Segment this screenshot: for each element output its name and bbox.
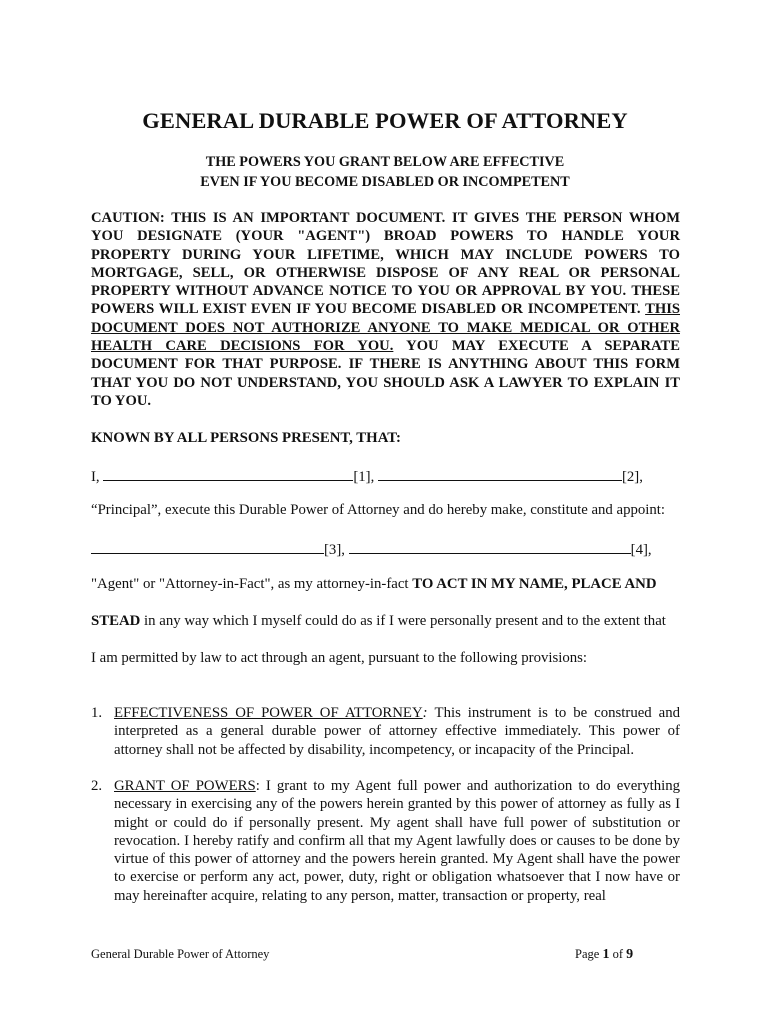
stead-line <box>91 613 666 630</box>
caution-text-2: YOU MAY EXECUTE A SEPARATE DOCUMENT FOR THAT PURPOSE. IF THERE IS ANYTHING ABOUT THIS FORM THAT YOU DO NOT UNDERSTAND, YOU SHOULD ASK A LAWYER TO EXPLAIN IT TO YOU. <box>91 338 680 409</box>
item-heading: GRANT OF POWERS <box>114 778 256 794</box>
marker-1: [1], <box>353 469 378 485</box>
footer-document-name: General Durable Power of Attorney <box>91 947 270 961</box>
agent-line-bold: TO ACT IN MY NAME, PLACE AND <box>412 576 657 592</box>
subtitle-line-2: EVEN IF YOU BECOME DISABLED OR INCOMPETENT <box>200 174 570 190</box>
caution-underlined-text: THIS DOCUMENT DOES NOT AUTHORIZE ANYONE TO MAKE MEDICAL OR OTHER HEALTH CARE DECISIONS FOR YOU. <box>91 301 680 355</box>
item-number: 2. <box>91 778 103 794</box>
provision-item-2 <box>91 777 680 905</box>
agent-name-blank[interactable] <box>91 539 324 554</box>
marker-3: [3], <box>324 542 349 558</box>
item-separator: : <box>255 778 266 794</box>
caution-paragraph <box>91 209 680 410</box>
footer-of: of <box>609 947 627 961</box>
marker-2: [2], <box>621 469 643 485</box>
item-heading: EFFECTIVENESS OF POWER OF ATTORNEY <box>114 705 423 721</box>
principal-name-blank[interactable] <box>103 466 353 481</box>
provision-item-1 <box>91 704 680 759</box>
subtitle-line-1: THE POWERS YOU GRANT BELOW ARE EFFECTIVE <box>205 154 565 170</box>
item-separator: : <box>422 705 435 721</box>
stead-rest: in any way which I myself could do as if I were personally present and to the extent that <box>140 613 666 629</box>
line-i-prefix: I, <box>91 469 104 485</box>
item-text: This instrument is to be construed and interpreted as a general durable power of attorney effective immediately. This power of attorney shall not be affected by disability, incompetency, or incapacity of the Principal. <box>114 705 680 758</box>
principal-names-line <box>91 466 643 486</box>
footer-page-number <box>575 947 633 963</box>
item-text: I grant to my Agent full power and authorization to do everything necessary in exercising any of the powers herein granted by this power of attorney as fully as I might or could do if personally present. My agent shall have full power of substitution or revocation. I hereby ratify and confirm all that my Agent lawfully does or causes to be done by virtue of this power of attorney and the powers herein granted. My Agent shall have the power to exercise or perform any act, power, duty, right or obligation whatsoever that I now have or may hereinafter acquire, relating to any person, matter, transaction or property, real <box>114 778 681 904</box>
agent-line-text: "Agent" or "Attorney-in-Fact", as my attorney-in-fact <box>91 576 413 592</box>
agent-line <box>91 576 657 593</box>
permitted-line: I am permitted by law to act through an agent, pursuant to the following provisions: <box>91 650 588 666</box>
agent-address-blank[interactable] <box>349 539 631 554</box>
stead-bold: STEAD <box>91 613 141 629</box>
marker-4: [4], <box>630 542 652 558</box>
agent-names-line <box>91 539 652 559</box>
footer-page-word: Page <box>575 947 603 961</box>
item-number: 1. <box>91 705 103 721</box>
document-title: GENERAL DURABLE POWER OF ATTORNEY <box>142 108 628 133</box>
footer-current-page: 1 <box>602 947 610 962</box>
footer-total-pages: 9 <box>626 947 634 962</box>
caution-text-1: CAUTION: THIS IS AN IMPORTANT DOCUMENT. IT GIVES THE PERSON WHOM YOU DESIGNATE (YOUR "AGENT") BROAD POWERS TO HANDLE YOUR PROPERTY DURING YOUR LIFETIME, WHICH MAY INCLUDE POWERS TO MORTGAGE, SELL, OR OTHERWISE DISPOSE OF ANY REAL OR PERSONAL PROPERTY WITHOUT ADVANCE NOTICE TO YOU OR APPROVAL BY YOU. THESE POWERS WILL EXIST EVEN IF YOU BECOME DISABLED OR INCOMPETENT. <box>91 210 680 318</box>
principal-line: “Principal”, execute this Durable Power of Attorney and do hereby make, constitute and appoint: <box>91 502 666 518</box>
known-heading: KNOWN BY ALL PERSONS PRESENT, THAT: <box>91 430 401 446</box>
principal-address-blank[interactable] <box>378 466 622 481</box>
